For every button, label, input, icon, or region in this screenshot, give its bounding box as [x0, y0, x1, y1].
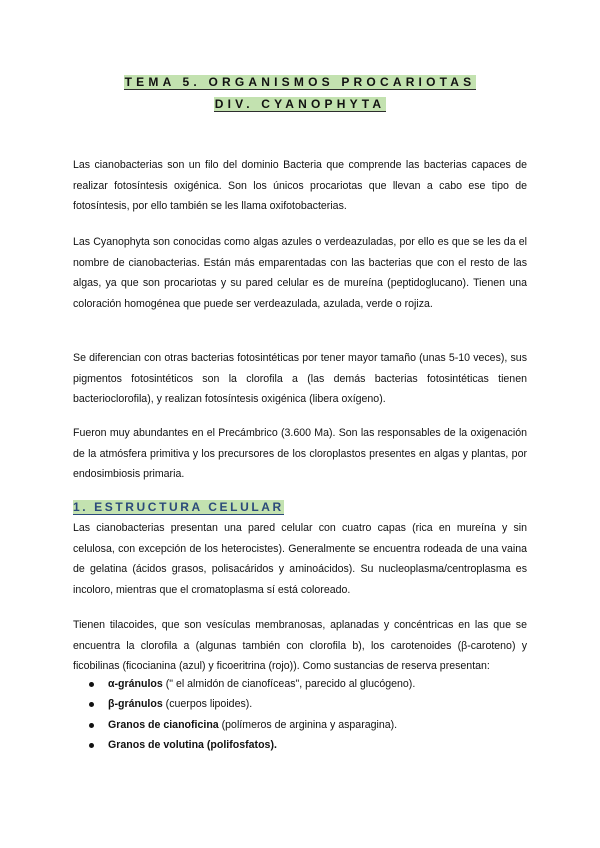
title-line-1: TEMA 5. ORGANISMOS PROCARIOTAS [124, 75, 476, 89]
list-item: Granos de volutina (polifosfatos). [87, 735, 415, 755]
title-line-2: DIV. CYANOPHYTA [214, 97, 386, 111]
paragraph-intro: Las cianobacterias son un filo del dominio Bacteria que comprende las bacterias capaces de realizar fotosíntesis oxigénica. Son los únicos procariotas que llevan a cabo ese tipo de fotosíntesis, por ello también se les llama oxifotobacterias. [73, 159, 527, 213]
paragraph-thylakoids: Tienen tilacoides, que son vesículas membranosas, aplanadas y concéntricas en las que se encuentra la clorofila a (algunas también con clorofila b), los carotenoides (β-caroteno) y ficobilinas (ficocianina (azul) y ficoeritrina (rojo)). Como sustancias de reserva presentan: [73, 619, 527, 673]
list-item: β-gránulos (cuerpos lipoides). [87, 694, 415, 714]
section-heading: 1. ESTRUCTURA CELULAR [73, 500, 284, 514]
reserve-substances-list [87, 674, 415, 755]
paragraph-cyanophyta: Las Cyanophyta son conocidas como algas azules o verdeazuladas, por ello es que se les da el nombre de cianobacterias. Están más emparentadas con las bacterias que con el resto de las algas, ya que son procariotas y su pared celular es de mureína (peptidoglucano). Tienen una coloración homogénea que puede ser verdeazulada, azulada, verde o rojiza. [73, 236, 527, 310]
list-item: Granos de cianoficina (polímeros de arginina y asparagina). [87, 715, 415, 735]
list-item: α-gránulos (" el almidón de cianofíceas", parecido al glucógeno). [87, 674, 415, 694]
paragraph-precambrian: Fueron muy abundantes en el Precámbrico (3.600 Ma). Son las responsables de la oxigenación de la atmósfera primitiva y los precursores de los cloroplastos presentes en algas y plantas, por endosimbiosis primaria. [73, 427, 527, 481]
paragraph-differences: Se diferencian con otras bacterias fotosintéticas por tener mayor tamaño (unas 5-10 veces), sus pigmentos fotosintéticos son la clorofila a (las demás bacterias fotosintéticas tienen bacterioclorofila), y realizan fotosíntesis oxigénica (libera oxígeno). [73, 352, 527, 406]
paragraph-cell-wall: Las cianobacterias presentan una pared celular con cuatro capas (rica en mureína y sin celulosa, con excepción de los heterocistes). Generalmente se encuentra rodeada de una vaina de gelatina (ácidos grasos, polisacáridos y aminoácidos). Su nucleoplasma/centroplasma es incoloro, mientras que el cromatoplasma sí está coloreado. [73, 522, 527, 596]
